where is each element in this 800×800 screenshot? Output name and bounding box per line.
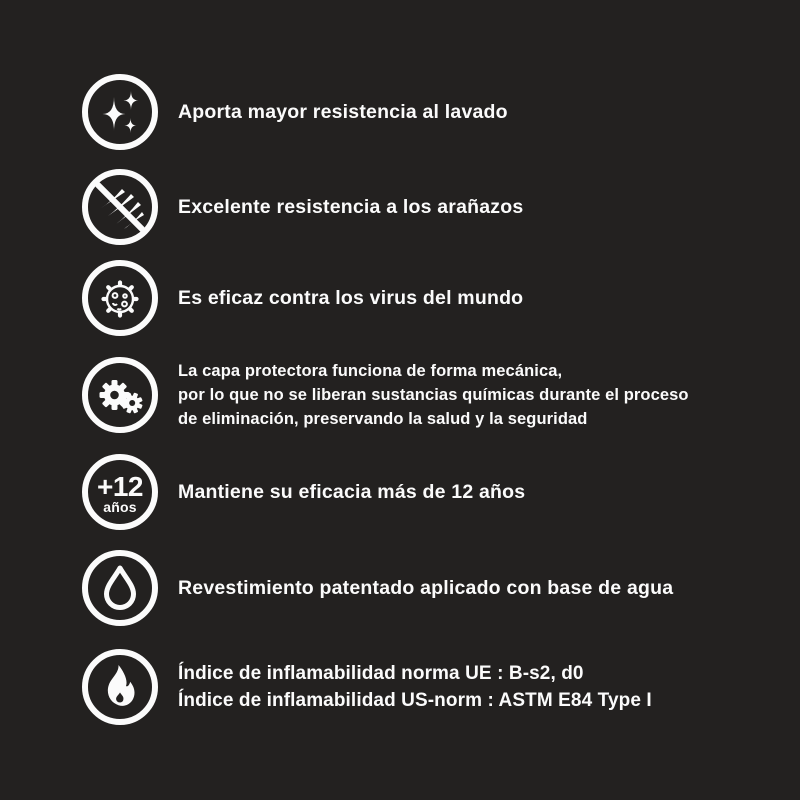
feature-text: Revestimiento patentado aplicado con base de agua [178, 576, 674, 599]
sparkles-icon [82, 74, 158, 150]
feature-text-line: de eliminación, preservando la salud y la seguridad [178, 410, 588, 428]
feature-row-flammability [82, 649, 786, 725]
feature-text-line: Índice de inflamabilidad norma UE : B-s2, d0 [178, 663, 584, 684]
virus-icon [82, 260, 158, 336]
feature-row-mechanical-action [82, 357, 786, 433]
flame-icon [82, 649, 158, 725]
water-drop-icon [82, 550, 158, 626]
feature-text: Aporta mayor resistencia al lavado [178, 100, 508, 123]
feature-row-scratch-resistance [82, 169, 786, 245]
badge-unit: años [103, 498, 137, 515]
feature-text-line: por lo que no se liberan sustancias químicas durante el proceso [178, 386, 689, 404]
feature-row-12-years [82, 454, 786, 530]
feature-text-block [178, 660, 652, 714]
feature-text: Es eficaz contra los virus del mundo [178, 286, 524, 309]
badge-value: +12 [97, 470, 143, 502]
feature-text-line: La capa protectora funciona de forma mecánica, [178, 362, 563, 380]
feature-text-block [178, 359, 689, 431]
feature-text: Excelente resistencia a los arañazos [178, 195, 524, 218]
feature-text: Mantiene su eficacia más de 12 años [178, 480, 526, 503]
feature-text-line: Índice de inflamabilidad US-norm : ASTM E84 Type I [178, 690, 652, 711]
no-scratches-icon [82, 169, 158, 245]
gears-icon [82, 357, 158, 433]
plus-12-years-badge [82, 454, 158, 530]
feature-row-wash-resistance [82, 74, 786, 150]
feature-row-water-based [82, 550, 786, 626]
feature-row-virus-protection [82, 260, 786, 336]
